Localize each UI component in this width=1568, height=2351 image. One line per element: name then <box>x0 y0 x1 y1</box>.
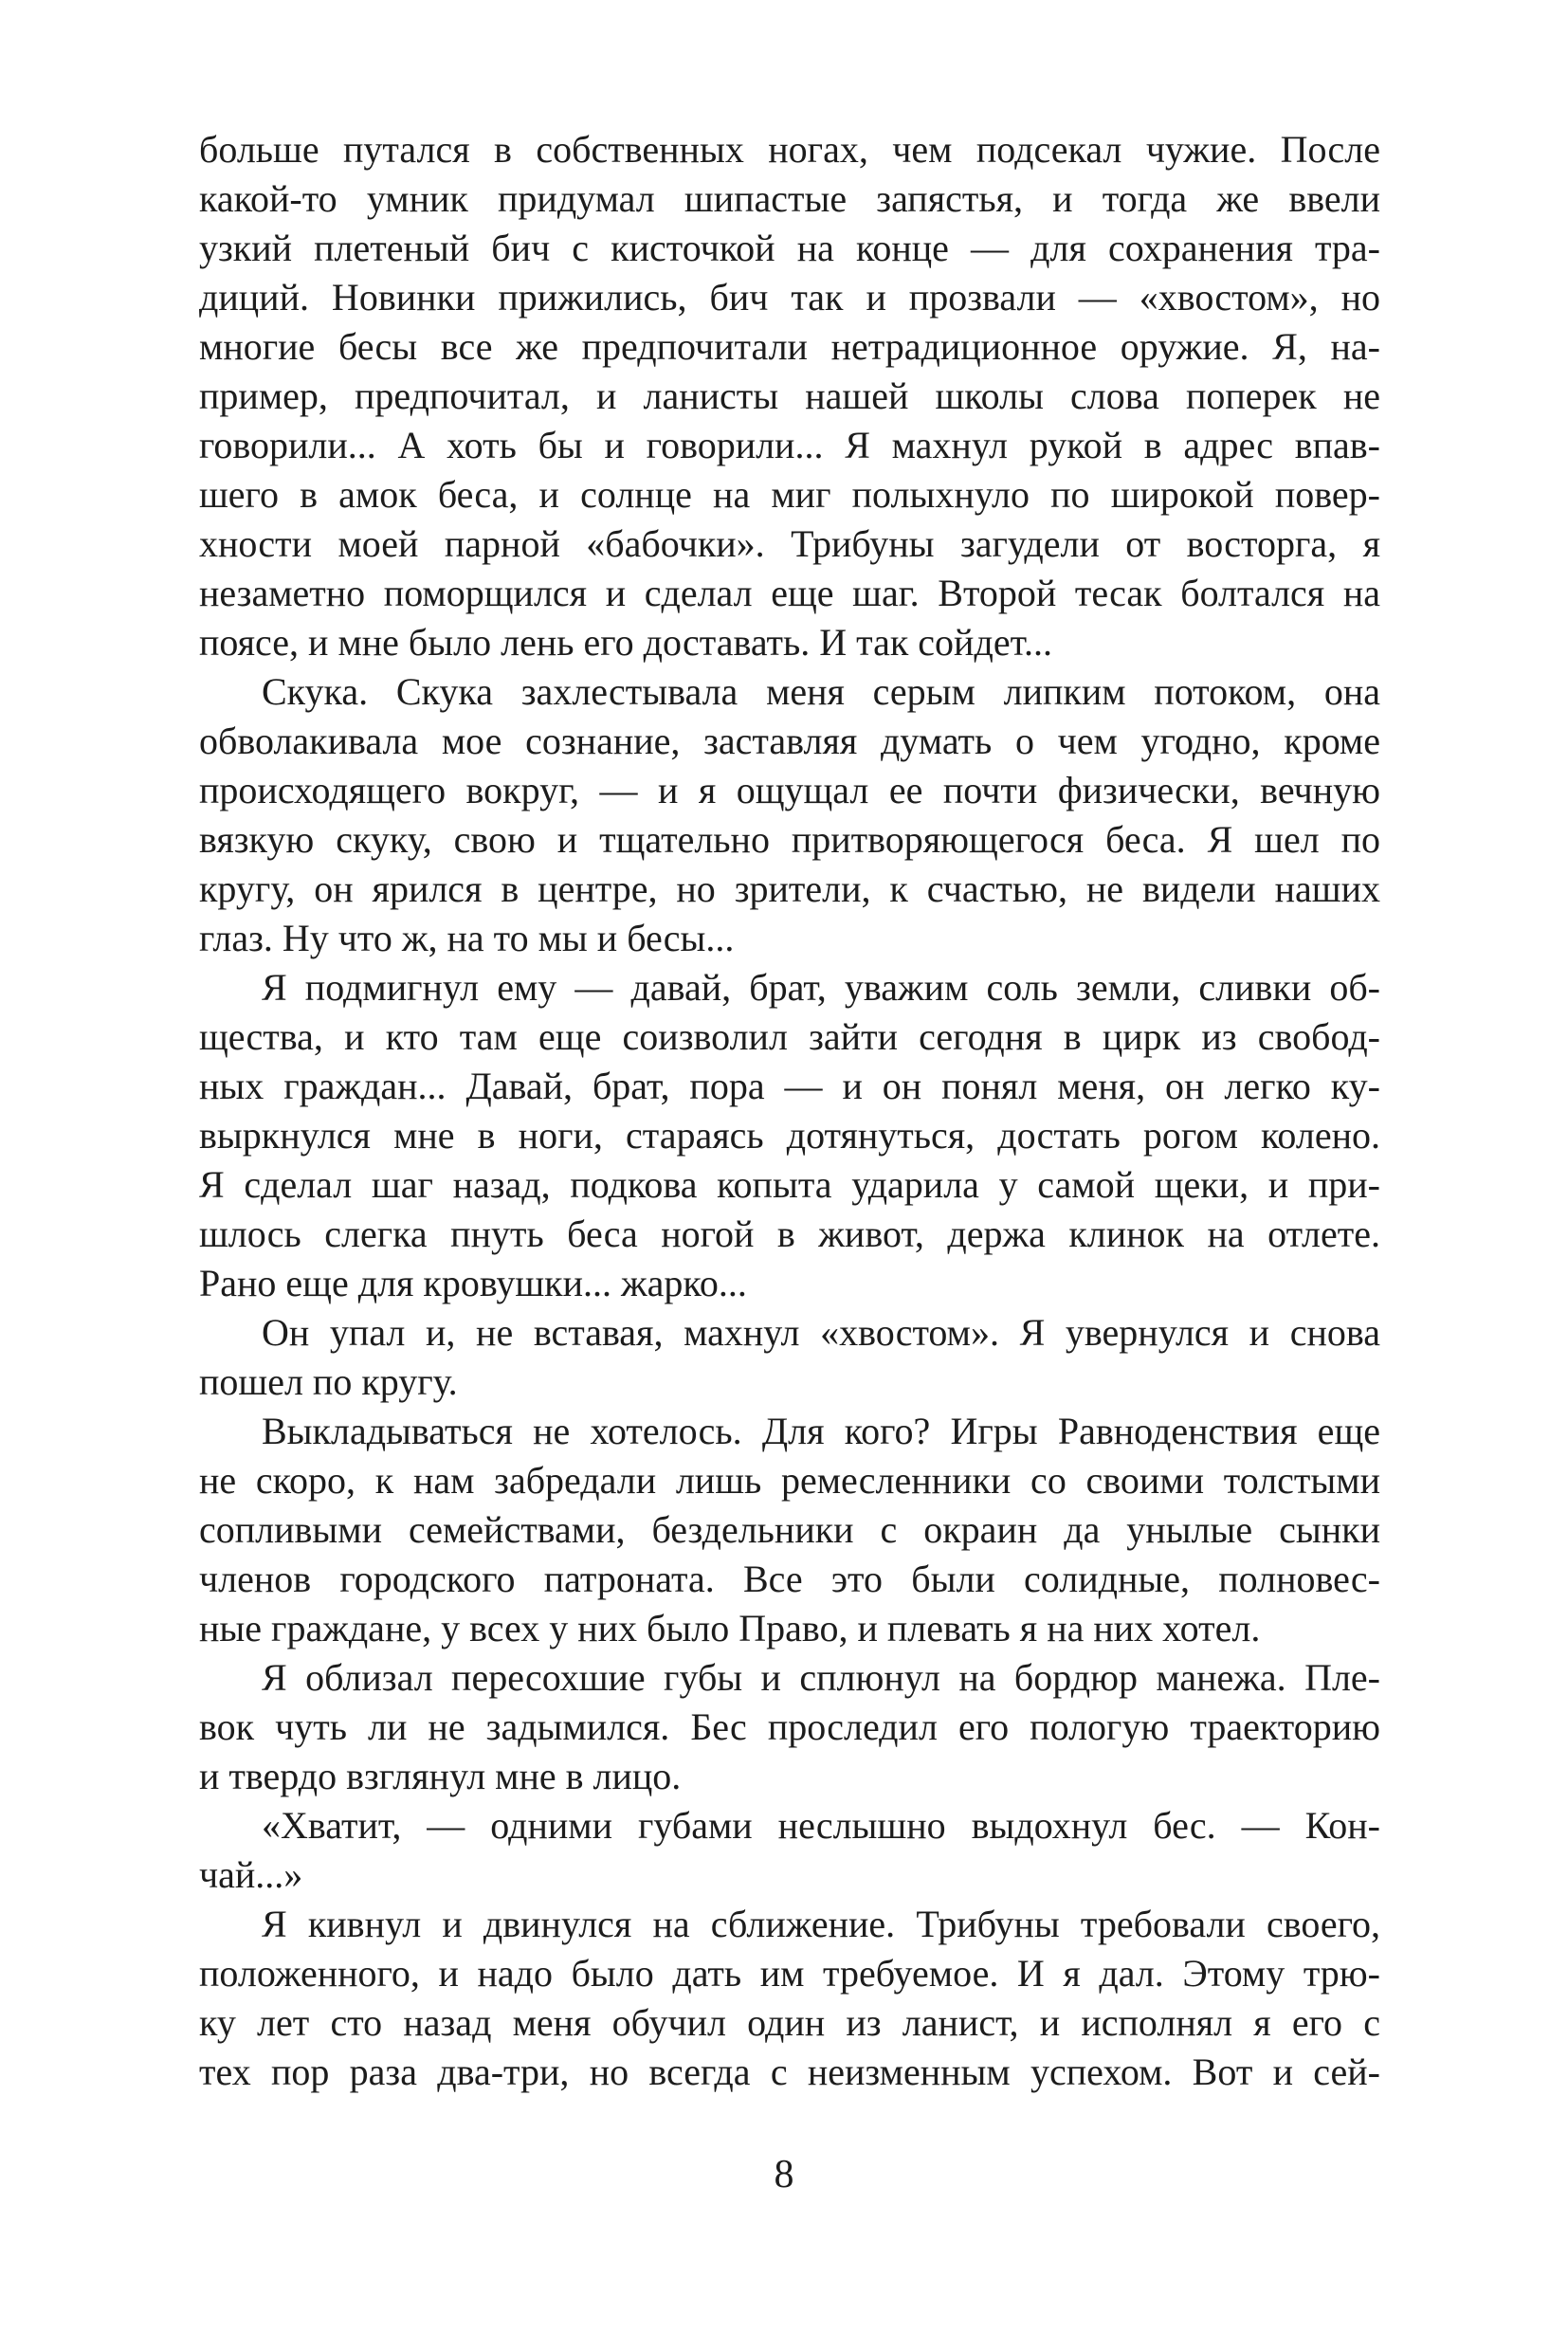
text-line: выркнулся мне в ноги, стараясь дотянуться, достать рогом колено. <box>199 1114 1380 1157</box>
body-text <box>199 125 1380 2097</box>
text-line: Я кивнул и двинулся на сближение. Трибуны требовали своего, <box>262 1903 1380 1945</box>
text-line: Я сделал шаг назад, подкова копыта ударила у самой щеки, и при- <box>199 1163 1380 1206</box>
text-line: Рано еще для кровушки... жарко... <box>199 1262 747 1304</box>
text-line: какой-то умник придумал шипастые запястья, и тогда же ввели <box>199 177 1380 220</box>
page-number: 8 <box>774 2153 794 2196</box>
text-line: чай...» <box>199 1853 303 1896</box>
text-line: больше путался в собственных ногах, чем подсекал чужие. После <box>199 128 1380 171</box>
text-line: диций. Новинки прижились, бич так и прозвали — «хвостом», но <box>199 276 1380 319</box>
text-line: узкий плетеный бич с кисточкой на конце — для сохранения тра- <box>199 227 1380 269</box>
text-line: ные граждане, у всех у них было Право, и плевать я на них хотел. <box>199 1607 1261 1649</box>
text-line: незаметно поморщился и сделал еще шаг. Второй тесак болтался на <box>199 572 1380 614</box>
text-line: «Хватит, — одними губами неслышно выдохнул бес. — Кон- <box>262 1804 1380 1847</box>
text-line: шего в амок беса, и солнце на миг полыхнуло по широкой повер- <box>199 473 1380 516</box>
text-line: не скоро, к нам забредали лишь ремесленники со своими толстыми <box>199 1459 1380 1502</box>
text-line: и твердо взглянул мне в лицо. <box>199 1755 682 1797</box>
text-line: Выкладываться не хотелось. Для кого? Игры Равноденствия еще <box>262 1410 1380 1452</box>
text-line: происходящего вокруг, — и я ощущал ее почти физически, вечную <box>199 769 1380 811</box>
text-line: положенного, и надо было дать им требуемое. И я дал. Этому трю- <box>199 1952 1380 1995</box>
text-line: глаз. Ну что ж, на то мы и бесы... <box>199 917 735 959</box>
text-line: щества, и кто там еще соизволил зайти сегодня в цирк из свобод- <box>199 1015 1380 1058</box>
text-line: обволакивала мое сознание, заставляя думать о чем угодно, кроме <box>199 720 1380 762</box>
text-line: Я подмигнул ему — давай, брат, уважим соль земли, сливки об- <box>262 966 1380 1009</box>
text-line: Я облизал пересохшие губы и сплюнул на бордюр манежа. Пле- <box>262 1656 1380 1699</box>
text-line: Скука. Скука захлестывала меня серым липким потоком, она <box>262 670 1380 713</box>
text-line: хности моей парной «бабочки». Трибуны загудели от восторга, я <box>199 522 1380 565</box>
text-line: многие бесы все же предпочитали нетрадиционное оружие. Я, на- <box>199 325 1380 368</box>
text-line: шлось слегка пнуть беса ногой в живот, держа клинок на отлете. <box>199 1212 1380 1255</box>
text-line: сопливыми семействами, бездельники с окраин да унылые сынки <box>199 1508 1380 1551</box>
text-line: пример, предпочитал, и ланисты нашей школы слова поперек не <box>199 374 1380 417</box>
text-line: тех пор раза два-три, но всегда с неизменным успехом. Вот и сей- <box>199 2050 1380 2093</box>
text-line: вок чуть ли не задымился. Бес проследил его пологую траекторию <box>199 1705 1380 1748</box>
text-line: поясе, и мне было лень его доставать. И так сойдет... <box>199 621 1053 664</box>
text-line: вязкую скуку, свою и тщательно притворяющегося беса. Я шел по <box>199 818 1380 861</box>
text-line: ных граждан... Давай, брат, пора — и он понял меня, он легко ку- <box>199 1065 1380 1107</box>
text-line: членов городского патроната. Все это были солидные, полновес- <box>199 1558 1380 1600</box>
text-line: Он упал и, не вставая, махнул «хвостом». Я увернулся и снова <box>262 1311 1380 1354</box>
text-line: пошел по кругу. <box>199 1360 458 1403</box>
text-line: кругу, он ярился в центре, но зрители, к счастью, не видели наших <box>199 867 1380 910</box>
text-line: говорили... А хоть бы и говорили... Я махнул рукой в адрес впав- <box>199 424 1380 466</box>
text-line: ку лет сто назад меня обучил один из ланист, и исполнял я его с <box>199 2001 1380 2044</box>
